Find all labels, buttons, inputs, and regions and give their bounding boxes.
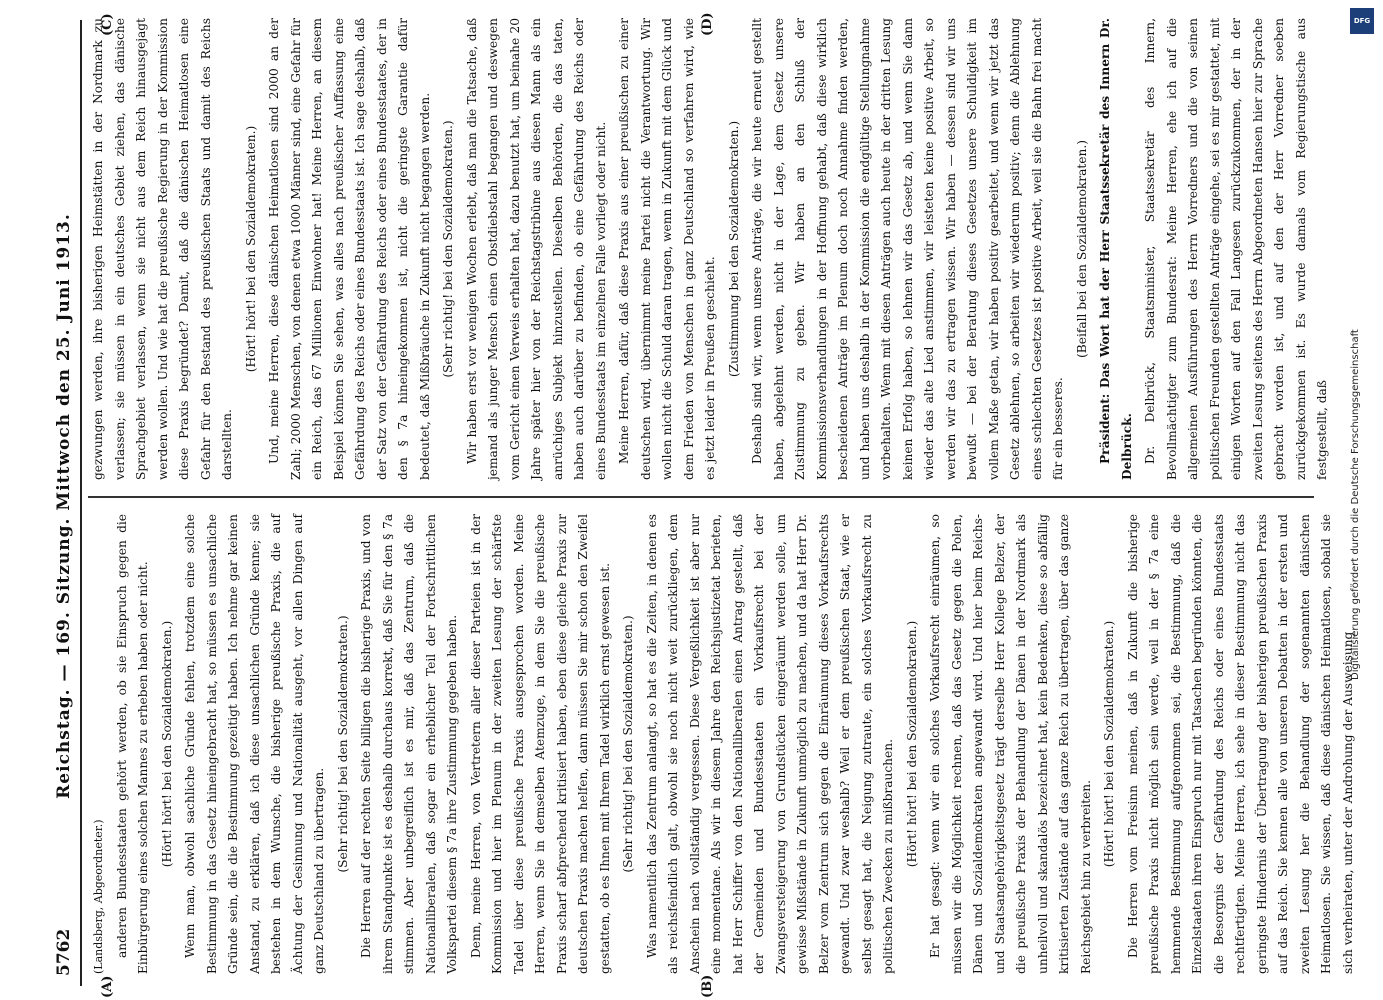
margin-mark-d: (D) [700, 12, 715, 36]
page-header [52, 26, 82, 986]
paragraph: Die Herren auf der rechten Seite billigen die bisherige Praxis, und von ihrem Standpunkte ist es deshalb durchaus korrekt, daß Sie für den § 7a stimmen. Aber unbegreiflich ist es mir, daß das Zentrum, daß die Nationalliberalen, daß sogar ein erheblicher Teil der Fortschrittlichen Volkspartei diesem § 7a ihre Zustimmung gegeben haben. [359, 514, 459, 974]
interjection: (Hört! hört! bei den Sozialdemokraten.) [243, 125, 258, 373]
interjection: (Hört! hört! bei den Sozialdemokraten.) [1102, 620, 1116, 868]
speaker-label: (Landsberg, Abgeordneter.) [92, 819, 105, 974]
margin-mark-c: (C) [100, 13, 115, 36]
paragraph: Was namentlich das Zentrum anlangt, so hat es die Zeiten, in denen es als reichsfeindlich galt, obwohl sie noch nicht weit zurückliegen, dem Anschein nach vollständig vergessen. Diese Vergeßlichkeit ist aber nur eine momentane. Als wir in diesem Jahre den Reichsjustizetat berieten, hat Herr Schiffer von den Nationalliberalen einen Antrag gestellt, daß der Gemeinden und Bundesstaaten ein Vorkaufsrecht bei der Zwangsversteigerung von Grundstücken eingeräumt werden solle, um gewisse Mißstände in Zukunft unmöglich zu machen, und da hat Herr Dr. Belzer vom Zentrum sich gegen die Einräumung dieses Vorkaufsrechts gewandt. Und zwar weshalb? Weil er dem preußischen Staat, wie er selbst gesagt hat, die Neigung zutraute, ein solches Vorkaufsrecht zu politischen Zwecken zu mißbrauchen. [644, 514, 895, 974]
paragraph: Wir haben erst vor wenigen Wochen erlebt, daß man die Tatsache, daß jemand als junger Mensch einen Obstdiebstahl begangen und deswegen vom Gericht einen Verweis erhalten hat, dazu benutzt hat, um beinahe 20 Jahre später hier von der Reichstagstribüne aus diesen Mann als ein anrüchiges Subjekt hinzustellen. Dieselben Behörden, die das taten, haben auch darüber zu befinden, ob eine Gefährdung des Reichs oder eines Bundesstaats im einzelnen Falle vorliegt oder nicht. [464, 18, 608, 480]
interjection: (Sehr richtig! bei den Sozialdemokraten.) [621, 615, 635, 873]
paragraph: gezwungen werden, ihre bisherigen Heimstätten in der Nordmark zu verlassen; sie müssen in ein deutsches Gebiet ziehen, das dänische Sprachgebiet verlassen, wenn sie nicht aus dem Reich hinausgejagt werden wollen. Und wie hat die preußische Regierung in der Kommission diese Praxis begründet? Damit, daß die dänischen Heimatlosen eine Gefahr für den Bestand des preußischen Staats und damit des Reichs darstellten. [91, 18, 234, 480]
interjection: (Zustimmung bei den Sozialdemokraten.) [726, 120, 741, 378]
president-statement: Präsident: Das Wort hat der Herr Staatssekretär des Innern Dr. Delbrück. [1098, 18, 1134, 480]
paragraph: Deshalb sind wir, wenn unsere Anträge, die wir heute erneut gestellt haben, abgelehnt werden, nicht in der Lage, dem Gesetz unsere Zustimmung zu geben. Wir haben an den Schluß der Kommissionsverhandlungen in der Hoffnung gehabt, daß diese wirklich bescheidenen Anträge im Plenum doch noch Annahme finden werden, und haben uns deshalb in der Kommission die endgültige Stellungnahme vorbehalten. Wenn mit diesen Anträgen auch heute in der dritten Lesung keinen Erfolg haben, so lehnen wir das Gesetz ab, und wenn Sie dann wieder das alte Lied anstimmen, wir leisteten keine positive Arbeit, so werden wir das zu ertragen wissen. Wir haben — dessen sind wir uns bewußt — bei der Beratung dieses Gesetzes unsere Schuldigkeit im vollem Maße getan, wir haben positiv gearbeitet, und wenn wir jetzt das Gesetz ablehnen, so arbeiten wir wiederum positiv; denn die Ablehnung eines schlechten Gesetzes ist positive Arbeit, weil sie die Bahn frei macht für ein besseres. [750, 18, 1065, 480]
paragraph: Wenn man, obwohl sachliche Gründe fehlen, trotzdem eine solche Bestimmung in das Gesetz hineingebracht hat, so müssen es unsachliche Gründe sein, die die Bestimmung gezeitigt haben. Ich nehme gar keinen Anstand, zu erklären, daß ich diese unsachlichen Gründe kenne; sie bestehen in dem Wunsche, die bisherige preußische Praxis, die auf Ächtung der Gesinnung und Nationalität ausgeht, vor allen Dingen auf ganz Deutschland zu übertragen. [183, 514, 326, 974]
margin-mark-b: (B) [700, 974, 715, 998]
interjection: (Hört! hört! bei den Sozialdemokraten.) [159, 620, 174, 868]
paragraph: Er hat gesagt: wenn wir ein solches Vorkaufsrecht einräumen, so müssen wir die Möglichkeit rechnen, daß das Gesetz gegen die Polen, Dänen und Sozialdemokraten angewandt wird. Und hier beim Reichs- und Staatsangehörigkeitsgesetz trägt derselbe Herr Kollege Belzer, der die preußische Praxis der Behandlung der Dänen in der Nordmark als unheilvoll und skandalös bezeichnet hat, kein Bedenken, diese so abfällig kritisierten Zustände auf das ganze Reich zu übertragen, über das ganze Reichsgebiet hin zu verbreiten. [928, 514, 1093, 974]
column-divider [88, 497, 1314, 499]
page-title: Reichstag. — 169. Sitzung. Mittwoch den 25. Juni 1913. [54, 213, 74, 799]
margin-mark-a: (A) [100, 975, 115, 998]
header-rule [80, 20, 82, 986]
right-column [88, 18, 1329, 480]
interjection: (Sehr richtig! bei den Sozialdemokraten.) [335, 615, 350, 873]
dfg-logo: DFG [1350, 8, 1374, 34]
paragraph: Dr. Delbrück, Staatsminister, Staatssekretär des Innern, Bevollmächtigter zum Bundesrat: Meine Herren, ehe ich auf die allgemeinen Ausführungen des Herrn Vorredners und die von seinen politischen Freunden gestellten Anträge eingehe, sei es mir gestattet, mit einigen Worten auf den Fall Langesen zurückzukommen, der in der zweiten Lesung seitens des Herrn Abgeordneten Hansen hier zur Sprache gebracht worden ist, und auf den der Herr Vorredner soeben zurückgekommen ist. Es wurde damals vom Regierungstische aus festgestellt, daß [1143, 18, 1329, 480]
paragraph: anderen Bundesstaaten gehört werden, ob sie Einspruch gegen die Einbürgerung eines solchen Mannes zu erheben haben oder nicht. [114, 514, 150, 974]
paragraph: Meine Herren, dafür, daß diese Praxis aus einer preußischen zu einer deutschen wird, übernimmt meine Partei nicht die Verantwortung. Wir wollen nicht die Schuld daran tragen, wenn in Zukunft mit dem Glück und dem Frieden von Menschen in ganz Deutschland so verfahren wird, wie es jetzt leider in Preußen geschieht. [617, 18, 717, 480]
interjection: (Sehr richtig! bei den Sozialdemokraten.) [441, 120, 455, 378]
interjection: (Beifall bei den Sozialdemokraten.) [1074, 140, 1089, 358]
digitization-credit: Digitalisierung gefördert durch die Deutsche Forschungsgemeinschaft [1350, 329, 1361, 680]
paragraph: Denn, meine Herren, von Vertretern aller dieser Parteien ist in der Kommission und hier im Plenum in der zweiten Lesung der schärfste Tadel über diese preußische Praxis ausgesprochen worden. Meine Herren, wenn Sie in demselben Atemzuge, in dem Sie die preußische Praxis scharf abfprechend kritisiert haben, eben diese gleiche Praxis zur deutschen Praxis machen helfen, dann müssen Sie mir schon den Zweifel gestatten, ob es Ihnen mit Ihrem Tadel wirklich ernst gewesen ist. [468, 514, 612, 974]
left-column [88, 514, 1355, 974]
paragraph: Und, meine Herren, diese dänischen Heimatlosen sind 2000 an der Zahl; 2000 Menschen, von denen etwa 1000 Männer sind, eine Gefahr für ein Reich, das 67 Millionen Einwohner hat! Meine Herren, an diesem Beispiel können Sie sehen, was alles nach preußischer Auffassung eine Gefährdung des Reichs oder eines Bundesstaats ist. Ich sage deshalb, daß der Satz von der Gefährdung des Reichs oder eines Bundesstaates, der in den § 7a hineingekommen ist, nicht die geringste Garantie dafür bedeutet, daß Mißbräuche in Zukunft nicht begangen werden. [267, 18, 432, 480]
page-number: 5762 [54, 928, 74, 976]
paragraph: Die Herren vom Freisinn meinen, daß in Zukunft die bisherige preußische Praxis nicht möglich sein werde, weil in der § 7a eine hemmende Bestimmung aufgenommen sei, die Bestimmung, daß die Einzelstaaten ihren Einspruch nur mit Tatsachen begründen könnten, die die Besorgnis der Gefährdung des Reichs oder eines Bundesstaats rechtfertigten. Meine Herren, ich sehe in dieser Bestimmung nicht das geringste Hindernis der Übertragung der bisherigen preußischen Praxis auf das Reich. Sie kennen alle von unseren Debatten in der ersten und zweiten Lesung her die Behandlung der sogenannten dänischen Heimatlosen. Sie wissen, daß diese dänischen Heimatlosen, sobald sie sich verheiraten, unter der Androhung der Ausweisung [1125, 514, 1355, 974]
interjection: (Hört! hört! bei den Sozialdemokraten.) [904, 620, 919, 868]
